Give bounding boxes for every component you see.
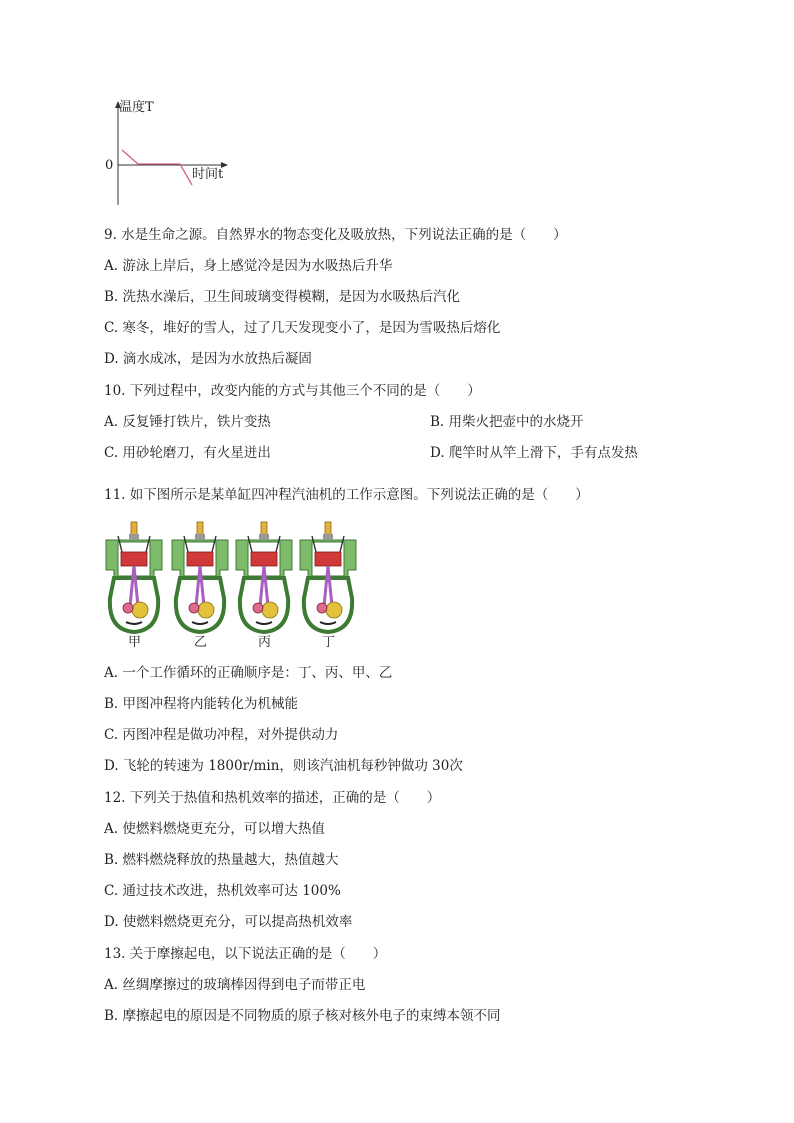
engine-strokes-figure [102, 518, 372, 650]
q9-option-d: D. 滴水成冰，是因为水放热后凝固 [104, 351, 312, 367]
q9-option-b: B. 洗热水澡后，卫生间玻璃变得模糊，是因为水吸热后汽化 [104, 289, 461, 305]
q11-option-c: C. 丙图冲程是做功冲程，对外提供动力 [104, 727, 339, 743]
q10-option-c: C. 用砂轮磨刀，有火星迸出 [104, 445, 271, 461]
q11-option-b: B. 甲图冲程将内能转化为机械能 [104, 696, 299, 712]
q10-option-d: D. 爬竿时从竿上滑下，手有点发热 [430, 445, 638, 461]
engine-label-yi: 乙 [194, 635, 208, 650]
q12-option-b: B. 燃料燃烧释放的热量越大，热值越大 [104, 852, 339, 868]
q9-stem: 9. 水是生命之源。自然界水的物态变化及吸放热，下列说法正确的是（ ） [104, 227, 567, 243]
graph-origin-label: 0 [105, 158, 114, 173]
q11-option-a: A. 一个工作循环的正确顺序是：丁、丙、甲、乙 [104, 665, 393, 681]
q11-option-d: D. 飞轮的转速为 1800r/min，则该汽油机每秒钟做功 30次 [104, 758, 463, 774]
q9-option-a: A. 游泳上岸后，身上感觉冷是因为水吸热后升华 [104, 258, 393, 274]
q13-option-a: A. 丝绸摩擦过的玻璃棒因得到电子而带正电 [104, 977, 366, 993]
q10-option-a: A. 反复锤打铁片，铁片变热 [104, 414, 271, 430]
q13-stem: 13. 关于摩擦起电，以下说法正确的是（ ） [104, 946, 387, 962]
q9-option-c: C. 寒冬，堆好的雪人，过了几天发现变小了，是因为雪吸热后熔化 [104, 320, 501, 336]
engine-label-ding: 丁 [322, 635, 336, 650]
q12-stem: 12. 下列关于热值和热机效率的描述，正确的是（ ） [104, 790, 441, 806]
graph-y-label: 温度T [119, 100, 154, 115]
q13-option-b: B. 摩擦起电的原因是不同物质的原子核对核外电子的束缚本领不同 [104, 1008, 501, 1024]
engine-label-bing: 丙 [258, 635, 272, 650]
q12-option-c: C. 通过技术改进，热机效率可达 100% [104, 883, 341, 899]
q10-stem: 10. 下列过程中，改变内能的方式与其他三个不同的是（ ） [104, 383, 481, 399]
q11-stem: 11. 如下图所示是某单缸四冲程汽油机的工作示意图。下列说法正确的是（ ） [104, 487, 589, 503]
engine-label-jia: 甲 [128, 635, 142, 650]
graph-x-label: 时间t [192, 167, 224, 182]
temperature-time-graph [100, 95, 240, 210]
q10-option-b: B. 用柴火把壶中的水烧开 [430, 414, 584, 430]
q12-option-d: D. 使燃料燃烧更充分，可以提高热机效率 [104, 914, 353, 930]
q12-option-a: A. 使燃料燃烧更充分，可以增大热值 [104, 821, 325, 837]
